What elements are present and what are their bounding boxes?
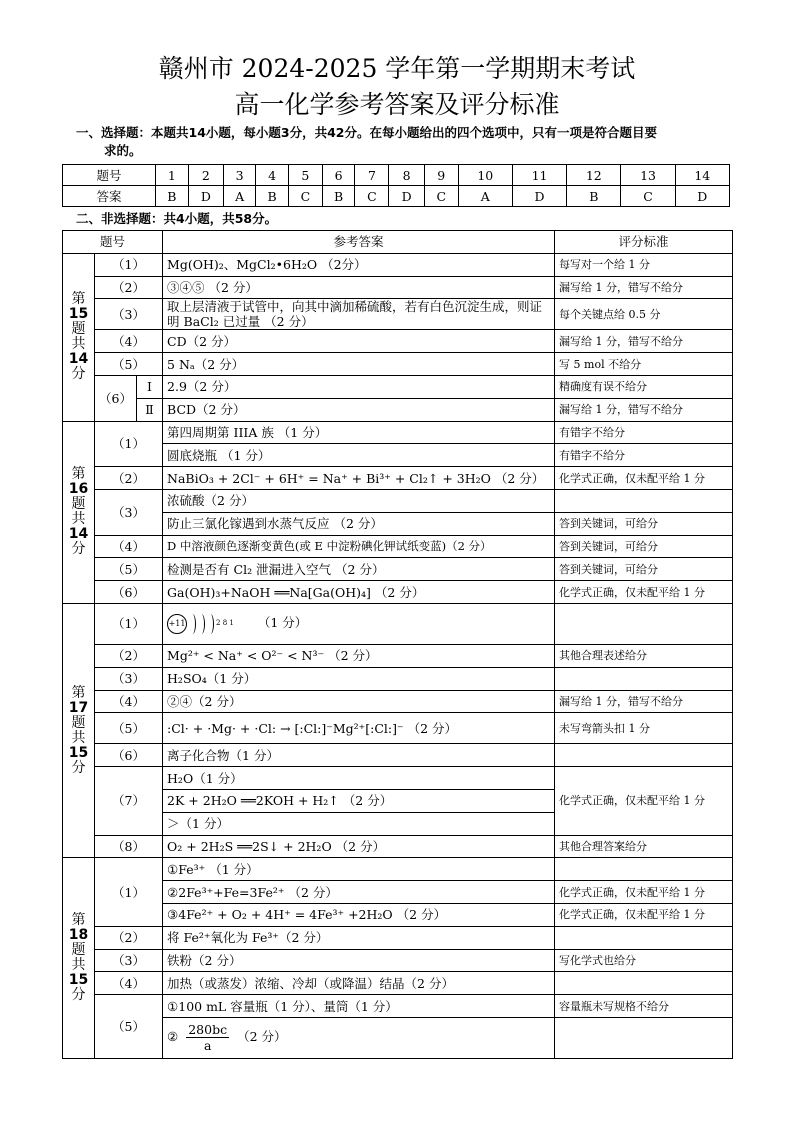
part-label: （6） (95, 375, 137, 421)
answer-cell: 防止三氯化镓遇到水蒸气反应 （2 分） (163, 512, 555, 535)
grade-cell: 每个关键点给 0.5 分 (555, 299, 733, 330)
table-row (63, 881, 733, 904)
answer-cell: CD（2 分） (163, 330, 555, 353)
part-label: （1） (95, 253, 163, 276)
header-row (63, 231, 733, 254)
answer-cell: 5 Nₐ（2 分） (163, 353, 555, 376)
answer-cell: 圆底烧瓶 （1 分） (163, 444, 555, 467)
part-label: （5） (95, 353, 163, 376)
subpart-label: Ⅱ (137, 398, 163, 421)
q16-label-fen: 分 (71, 541, 86, 558)
mc-number: 12 (567, 165, 621, 186)
grade-cell: 每写对一个给 1 分 (555, 253, 733, 276)
part-label: （3） (95, 949, 163, 972)
part-label: （1） (95, 421, 163, 467)
mc-number: 9 (424, 165, 458, 186)
q17-label-fen: 分 (71, 759, 86, 776)
mc-row-label: 答案 (63, 186, 156, 207)
part-label: （5） (95, 713, 163, 744)
answer-cell: ③4Fe²⁺ + O₂ + 4H⁺ = 4Fe³⁺ +2H₂O （2 分） (163, 903, 555, 926)
section1-heading: 一、选择题：本题共14小题，每小题3分，共42分。在每小题给出的四个选项中，只有一项是符合题目要 (76, 125, 657, 140)
part-label: （4） (95, 330, 163, 353)
part-label: （6） (95, 581, 163, 604)
table-row (63, 421, 733, 444)
table-row (63, 353, 733, 376)
fraction (186, 1022, 229, 1053)
answer-cell: NaBiO₃ + 2Cl⁻ + 6H⁺ = Na⁺ + Bi³⁺ + Cl₂↑ + 3H₂O （2 分） (163, 467, 555, 490)
grade-cell: 答到关键词，可给分 (555, 512, 733, 535)
grade-cell (555, 858, 733, 881)
mc-number: 2 (188, 165, 223, 186)
answer-cell: ①100 mL 容量瓶（1 分）、量筒（1 分） (163, 995, 555, 1018)
table-row (63, 972, 733, 995)
grade-cell: 其他合理答案给分 (555, 835, 733, 858)
mc-number: 13 (621, 165, 675, 186)
q18-number: 18 (68, 927, 89, 944)
section2-heading: 二、非选择题：共4小题，共58分。 (76, 211, 278, 226)
part-label: （3） (95, 489, 163, 535)
mc-number: 10 (458, 165, 512, 186)
answer-cell: 2K + 2H₂O ══2KOH + H₂↑ （2 分） (163, 789, 555, 812)
answer-cell: 铁粉（2 分） (163, 949, 555, 972)
answer-cell: Mg(OH)₂、MgCl₂•6H₂O （2分） (163, 253, 555, 276)
answer-cell: BCD（2 分） (163, 398, 555, 421)
section1-heading-cont: 求的。 (104, 143, 142, 158)
grade-cell (555, 489, 733, 512)
table-row (63, 467, 733, 490)
answer-cell: ③④⑤ （2 分） (163, 276, 555, 299)
answer-cell: D 中溶液颜色逐渐变黄色(或 E 中淀粉碘化钾试纸变蓝)（2 分） (163, 535, 555, 558)
mc-number: 11 (512, 165, 566, 186)
q18-label-ti: 题 (71, 942, 86, 959)
part-label: （6） (95, 744, 163, 767)
mc-answer-row (63, 186, 730, 207)
table-row (63, 375, 733, 398)
part-label: （1） (95, 603, 163, 644)
grade-cell: 化学式正确，仅未配平给 1 分 (555, 903, 733, 926)
grade-cell: 化学式正确，仅未配平给 1 分 (555, 767, 733, 835)
grade-cell: 写 5 mol 不给分 (555, 353, 733, 376)
nucleus-icon: +11 (167, 614, 187, 634)
header-answer: 参考答案 (163, 231, 555, 254)
answer-cell: H₂SO₄（1 分） (163, 667, 555, 690)
grade-cell (555, 926, 733, 949)
grade-cell: 容量瓶未写规格不给分 (555, 995, 733, 1018)
mc-number: 3 (224, 165, 256, 186)
q15-label-di: 第 (71, 291, 86, 308)
grade-cell: 化学式正确，仅未配平给 1 分 (555, 467, 733, 490)
answer-cell: ＞（1 分） (163, 812, 555, 835)
table-row (63, 398, 733, 421)
q17-score: 15 (68, 744, 89, 761)
answer-prefix: ② (167, 1029, 179, 1045)
grade-cell: 漏写给 1 分，错写不给分 (555, 690, 733, 713)
mc-answer-table (62, 164, 730, 207)
q18-label (63, 858, 95, 1059)
q17-label-di: 第 (71, 684, 86, 701)
table-row (63, 690, 733, 713)
q16-label-di: 第 (71, 466, 86, 483)
mc-answer: C (621, 186, 675, 207)
electron-shell-icon (189, 614, 196, 634)
grade-cell: 未写弯箭头扣 1 分 (555, 713, 733, 744)
q18-label-fen: 分 (71, 987, 86, 1004)
answer-cell: H₂O（1 分） (163, 767, 555, 790)
electron-counts: 2 8 1 (216, 619, 234, 628)
grade-cell: 漏写给 1 分，错写不给分 (555, 330, 733, 353)
grade-cell: 有错字不给分 (555, 421, 733, 444)
answer-cell (163, 603, 555, 644)
part-label: （5） (95, 995, 163, 1059)
table-row (63, 581, 733, 604)
mc-answer: D (389, 186, 424, 207)
answer-cell: ②2Fe³⁺+Fe=3Fe²⁺ （2 分） (163, 881, 555, 904)
answer-cell: 第四周期第 IIIA 族 （1 分） (163, 421, 555, 444)
grade-cell: 其他合理表述给分 (555, 644, 733, 667)
mc-answer: C (355, 186, 389, 207)
q17-number: 17 (68, 699, 89, 716)
answer-cell: 将 Fe²⁺氧化为 Fe³⁺（2 分） (163, 926, 555, 949)
grade-cell (555, 667, 733, 690)
grade-cell (555, 603, 733, 644)
mc-number-row (63, 165, 730, 186)
table-row (63, 558, 733, 581)
part-label: （4） (95, 690, 163, 713)
mc-answer: D (512, 186, 566, 207)
q17-label-ti: 题 (71, 714, 86, 731)
table-row (63, 995, 733, 1018)
answer-cell: Ga(OH)₃+NaOH ══Na[Ga(OH)₄] （2 分） (163, 581, 555, 604)
answer-cell: 离子化合物（1 分） (163, 744, 555, 767)
table-row (63, 744, 733, 767)
mc-answer: B (322, 186, 355, 207)
answer-cell: :Cl· + ·Mg· + ·Cl: → [:Cl:]⁻Mg²⁺[:Cl:]⁻ （2 分） (163, 713, 555, 744)
grade-cell: 有错字不给分 (555, 444, 733, 467)
q18-label-gong: 共 (71, 957, 86, 974)
answer-cell (163, 1017, 555, 1058)
part-label: （4） (95, 972, 163, 995)
answer-cell: 检测是否有 Cl₂ 泄漏进入空气 （2 分） (163, 558, 555, 581)
table-row (63, 835, 733, 858)
answer-table (62, 230, 733, 1059)
mc-number: 1 (156, 165, 189, 186)
part-label: （2） (95, 644, 163, 667)
table-row (63, 253, 733, 276)
atomic-structure-diagram (167, 614, 234, 634)
part-label: （2） (95, 467, 163, 490)
q18-label-di: 第 (71, 912, 86, 929)
score-note: （2 分） (237, 1029, 287, 1045)
q15-label-ti: 题 (71, 321, 86, 338)
mc-number: 14 (675, 165, 729, 186)
fraction-denominator: a (203, 1038, 212, 1054)
grade-cell: 写化学式也给分 (555, 949, 733, 972)
mc-answer: B (156, 186, 189, 207)
part-label: （8） (95, 835, 163, 858)
table-row (63, 512, 733, 535)
answer-cell: 2.9（2 分） (163, 375, 555, 398)
grade-cell (555, 744, 733, 767)
table-row (63, 444, 733, 467)
grade-cell: 漏写给 1 分，错写不给分 (555, 276, 733, 299)
q17-label (63, 603, 95, 857)
grade-cell (555, 972, 733, 995)
q16-label (63, 421, 95, 603)
mc-answer: C (288, 186, 322, 207)
part-label: （3） (95, 667, 163, 690)
subpart-label: Ⅰ (137, 375, 163, 398)
electron-shell-icon (198, 614, 205, 634)
table-row (63, 903, 733, 926)
q17-label-gong: 共 (71, 729, 86, 746)
part-label: （4） (95, 535, 163, 558)
title-line2: 高一化学参考答案及评分标准 (234, 90, 560, 119)
q15-label-gong: 共 (71, 336, 86, 353)
answer-cell: ②④（2 分） (163, 690, 555, 713)
answer-cell: ①Fe³⁺ （1 分） (163, 858, 555, 881)
q15-label (63, 253, 95, 421)
mc-row-label: 题号 (63, 165, 156, 186)
grade-cell (555, 1017, 733, 1058)
table-row (63, 949, 733, 972)
grade-cell: 答到关键词，可给分 (555, 535, 733, 558)
header-grading: 评分标准 (555, 231, 733, 254)
table-row (63, 1017, 733, 1058)
mc-answer: C (424, 186, 458, 207)
mc-number: 8 (389, 165, 424, 186)
part-label: （3） (95, 299, 163, 330)
table-row (63, 489, 733, 512)
answer-cell: 取上层清液于试管中，向其中滴加稀硫酸，若有白色沉淀生成，则证明 BaCl₂ 已过量 （2 分） (163, 299, 555, 330)
mc-answer: A (458, 186, 512, 207)
mc-answer: A (224, 186, 256, 207)
table-row (63, 330, 733, 353)
answer-cell: O₂ + 2H₂S ══2S↓ + 2H₂O （2 分） (163, 835, 555, 858)
table-row (63, 644, 733, 667)
mc-number: 4 (256, 165, 289, 186)
title-line1: 赣州市 2024-2025 学年第一学期期末考试 (158, 54, 636, 83)
answer-cell: 加热（或蒸发）浓缩、冷却（或降温）结晶（2 分） (163, 972, 555, 995)
q15-score: 14 (68, 351, 89, 368)
mc-number: 5 (288, 165, 322, 186)
answer-cell: Mg²⁺ < Na⁺ < O²⁻ < N³⁻ （2 分） (163, 644, 555, 667)
electron-shell-icon (207, 614, 214, 634)
score-note: （1 分） (257, 615, 308, 631)
grade-cell: 精确度有误不给分 (555, 375, 733, 398)
q16-label-gong: 共 (71, 511, 86, 528)
mc-answer: B (567, 186, 621, 207)
mc-answer: B (256, 186, 289, 207)
part-label: （2） (95, 926, 163, 949)
grade-cell: 化学式正确，仅未配平给 1 分 (555, 881, 733, 904)
mc-number: 7 (355, 165, 389, 186)
q16-label-ti: 题 (71, 496, 86, 513)
part-label: （7） (95, 767, 163, 835)
table-row (63, 926, 733, 949)
grade-cell: 化学式正确，仅未配平给 1 分 (555, 581, 733, 604)
table-row (63, 276, 733, 299)
q16-score: 14 (68, 526, 89, 543)
part-label: （5） (95, 558, 163, 581)
grade-cell: 答到关键词，可给分 (555, 558, 733, 581)
q18-score: 15 (68, 972, 89, 989)
table-row (63, 713, 733, 744)
q16-number: 16 (68, 481, 89, 498)
part-label: （2） (95, 276, 163, 299)
q15-label-fen: 分 (71, 366, 86, 383)
fraction-numerator: 280bc (188, 1022, 228, 1038)
q15-number: 15 (68, 306, 89, 323)
part-label: （1） (95, 858, 163, 926)
table-row (63, 767, 733, 790)
table-row (63, 535, 733, 558)
table-row (63, 858, 733, 881)
header-q: 题号 (63, 231, 163, 254)
table-row (63, 667, 733, 690)
mc-answer: D (675, 186, 729, 207)
grade-cell: 漏写给 1 分，错写不给分 (555, 398, 733, 421)
mc-number: 6 (322, 165, 355, 186)
mc-answer: D (188, 186, 223, 207)
table-row (63, 603, 733, 644)
answer-cell: 浓硫酸（2 分） (163, 489, 555, 512)
